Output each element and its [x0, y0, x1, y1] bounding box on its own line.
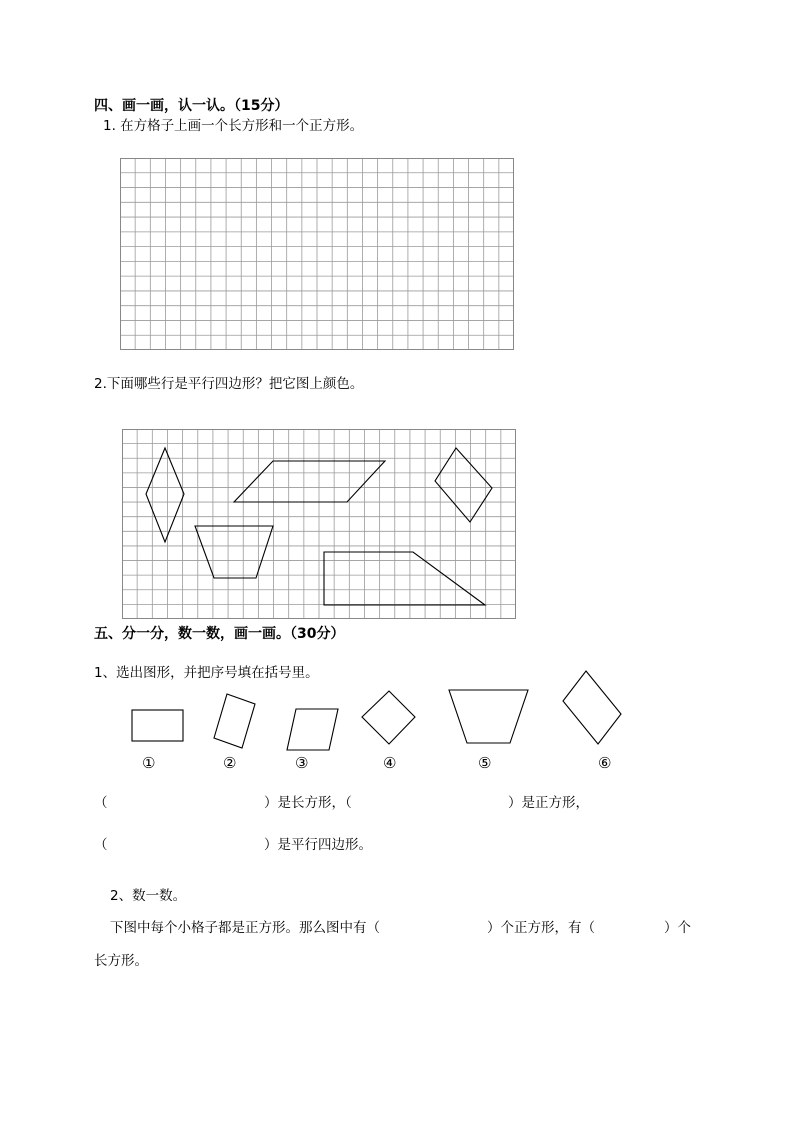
shape-2-tilted-rectangle[interactable]	[214, 694, 255, 748]
shape-label-2: ②	[223, 754, 237, 772]
drawing-grid-1[interactable]	[120, 158, 514, 350]
answer-square-label: ）是正方形，	[508, 795, 589, 811]
shape-label-4: ④	[383, 754, 397, 772]
question-4-1: 1. 在方格子上画一个长方形和一个正方形。	[103, 118, 364, 134]
grid-shape-parallelogram[interactable]	[234, 461, 385, 502]
shapes-grid	[122, 429, 516, 619]
shape-6-rhombus[interactable]	[563, 671, 621, 744]
count-text-c: ）个	[664, 920, 691, 936]
section-4-heading: 四、画一画，认一认。（15分）	[94, 98, 289, 114]
shape-label-1: ①	[142, 754, 156, 772]
square-count-blank[interactable]	[432, 920, 484, 938]
shapes-row	[0, 660, 794, 760]
shape-label-6: ⑥	[598, 754, 612, 772]
section-5-heading: 五、分一分，数一数，画一画。（30分）	[94, 626, 345, 642]
count-text-a: 下图中每个小格子都是正方形。那么图中有（	[110, 920, 380, 936]
answer-open-paren-1: （	[94, 795, 108, 811]
parallelogram-answer-blank[interactable]	[110, 837, 260, 855]
shape-label-5: ⑤	[478, 754, 492, 772]
question-5-2: 2、数一数。	[110, 888, 187, 904]
answer-parallelogram-label: ）是平行四边形。	[264, 837, 372, 853]
grid-shape-tall-rhombus[interactable]	[146, 448, 184, 542]
shape-3-parallelogram[interactable]	[287, 709, 338, 750]
shape-label-3: ③	[295, 754, 309, 772]
rectangle-count-blank[interactable]	[613, 920, 663, 938]
rectangle-answer-blank[interactable]	[110, 795, 260, 813]
shapes-grid-svg	[122, 429, 516, 619]
answer-open-paren-2: （	[94, 837, 108, 853]
drawing-grid-1-svg	[120, 158, 514, 350]
answer-rectangle-label: ）是长方形，（	[264, 795, 352, 811]
question-4-2: 2.下面哪些行是平行四边形？把它图上颜色。	[94, 376, 364, 392]
grid-shape-trapezoid[interactable]	[195, 526, 273, 578]
shape-5-trapezoid[interactable]	[449, 690, 528, 743]
square-answer-blank[interactable]	[376, 795, 506, 813]
shape-1-rectangle[interactable]	[132, 710, 183, 741]
shape-4-square[interactable]	[362, 691, 415, 744]
grid-shape-rhombus-right[interactable]	[435, 448, 492, 522]
grid-shape-right-trapezoid[interactable]	[324, 552, 485, 605]
question-5-1: 1、选出图形，并把序号填在括号里。	[94, 665, 319, 681]
count-text-b: ）个正方形，有（	[487, 920, 595, 936]
count-text-d: 长方形。	[94, 953, 148, 969]
